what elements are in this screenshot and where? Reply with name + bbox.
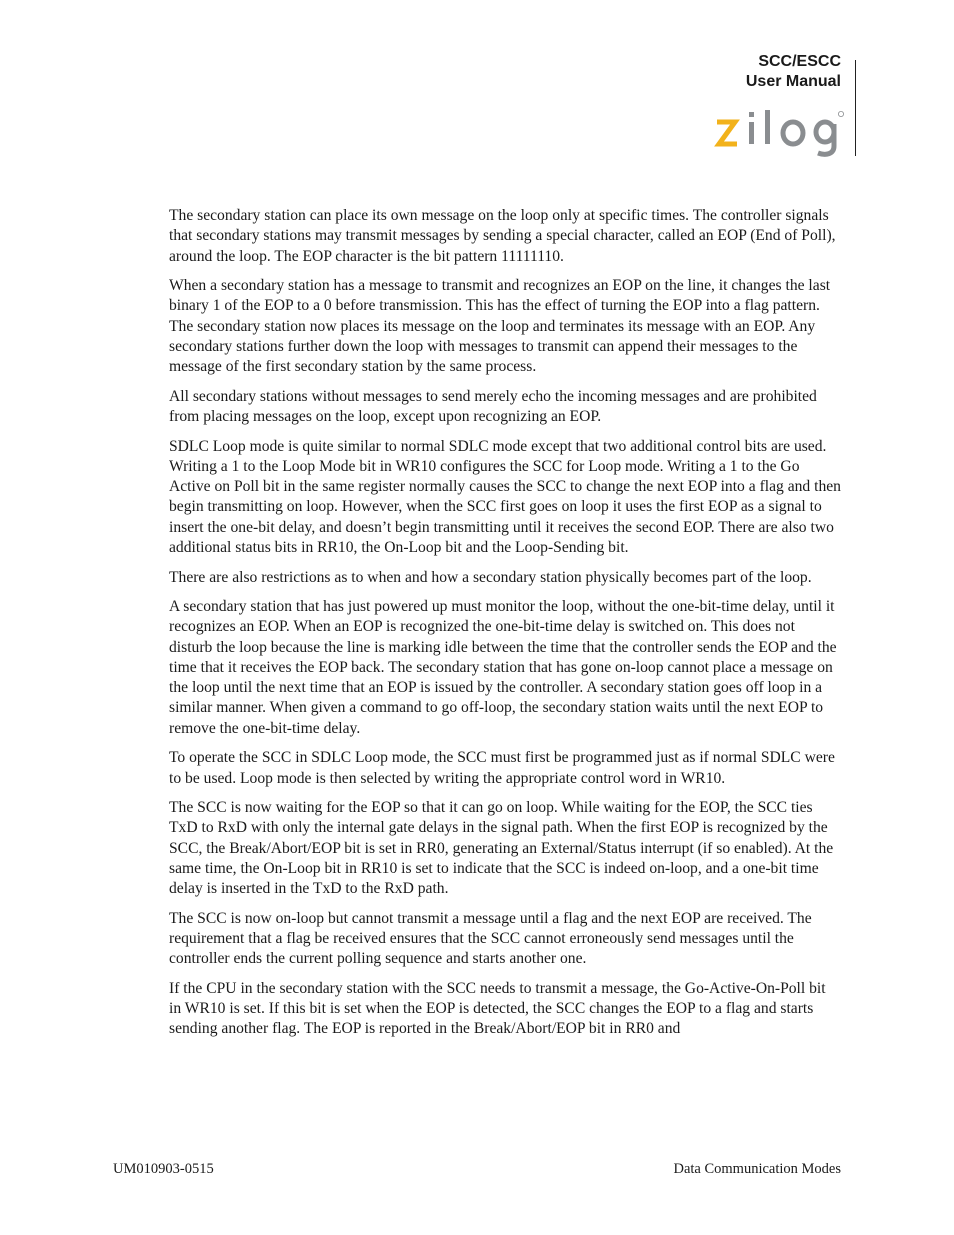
footer-doc-number: UM010903-0515 — [113, 1161, 214, 1177]
logo-letter-i — [749, 122, 754, 144]
paragraph-on-loop: The SCC is now on-loop but cannot transmit a message until a flag and the next EOP are received. The requirement that a flag be received ensures that the SCC cannot erroneously send messages until the controller ends the current polling sequence and starts another one. — [169, 909, 812, 968]
document-header — [746, 52, 841, 92]
header-title-product: SCC/ESCC — [758, 53, 841, 70]
body-text — [169, 206, 841, 1049]
registered-mark-icon — [838, 111, 843, 116]
paragraph-message-transmit: When a secondary station has a message to transmit and recognizes an EOP on the line, it changes the last binary 1 of the EOP to a 0 before transmission. This has the effect of turning the EOP into a flag pattern. The secondary station now places its message on the loop and terminates its message with an EOP. Any secondary stations further down the loop with messages to transmit can append their messages to the message of the first secondary station by the same process. — [169, 277, 831, 376]
paragraph-restrictions: There are also restrictions as to when and how a secondary station physically becomes part of the loop. — [169, 568, 812, 586]
paragraph-waiting-eop: The SCC is now waiting for the EOP so that it can go on loop. While waiting for the EOP, the SCC ties TxD to RxD with only the internal gate delays in the signal path. When the first EOP is recognized by the SCC, the Break/Abort/EOP bit is set in RR0, generating an External/Status interrupt (if so enabled). At the same time, the On-Loop bit in RR10 is set to indicate that the SCC is indeed on-loop, and a one-bit time delay is inserted in the TxD to the RxD path. — [169, 799, 834, 898]
header-divider — [855, 60, 856, 156]
footer-section-title: Data Communication Modes — [673, 1161, 841, 1177]
logo-letter-o — [783, 122, 803, 144]
paragraph-echo-stations: All secondary stations without messages to send merely echo the incoming messages and are prohibited from placing messages on the loop, except upon recognizing an EOP. — [169, 387, 817, 426]
zilog-logo — [714, 108, 846, 158]
logo-dot-i — [749, 112, 754, 117]
header-title-manual: User Manual — [745, 73, 841, 90]
paragraph-power-up: A secondary station that has just powered up must monitor the loop, without the one-bit-time delay, until it recognizes an EOP. When an EOP is recognized the one-bit-time delay is switched on. This does not disturb the loop because the line is marking idle between the time that the controller sends the EOP and the time that it receives the EOP back. The secondary station that has gone on-loop cannot place a message on the loop until the next time that an EOP is issued by the controller. A secondary station goes off loop in a similar manner. When given a command to go off-loop, the secondary station waits until the next EOP to remove the one-bit-time delay. — [169, 597, 837, 737]
paragraph-go-active-on-poll: If the CPU in the secondary station with the SCC needs to transmit a message, the Go-Active-On-Poll bit in WR10 is set. If this bit is set when the EOP is detected, the SCC changes the EOP to a flag and starts sending another flag. The EOP is reported in the Break/Abort/EOP bit in RR0 and — [169, 979, 826, 1038]
logo-letter-g-bowl — [816, 122, 834, 142]
paragraph-operate-loop-mode: To operate the SCC in SDLC Loop mode, the SCC must first be programmed just as if normal SDLC were to be used. Loop mode is then selected by writing the appropriate control word in WR10. — [169, 749, 835, 787]
logo-letter-z — [717, 122, 737, 144]
paragraph-loop-mode-control: SDLC Loop mode is quite similar to normal SDLC mode except that two additional control bits are used. Writing a 1 to the Loop Mode bit in WR10 configures the SCC for Loop mode. Writing a 1 to the Go Active on Poll bit in the same register normally causes the SCC to change the next EOP into a flag and then begin transmitting on loop. However, when the SCC first goes on loop it uses the first EOP as a signal to insert the one-bit delay, and doesn’t begin transmitting until it receives the second EOP. There are also two additional status bits in RR10, the On-Loop bit and the Loop-Sending bit. — [169, 437, 841, 557]
logo-letter-l — [765, 110, 770, 144]
paragraph-eop-definition: The secondary station can place its own message on the loop only at specific times. The controller signals that secondary stations may transmit messages by sending a special character, called an EOP (End of Poll), around the loop. The EOP character is the bit pattern 11111110. — [169, 207, 836, 265]
